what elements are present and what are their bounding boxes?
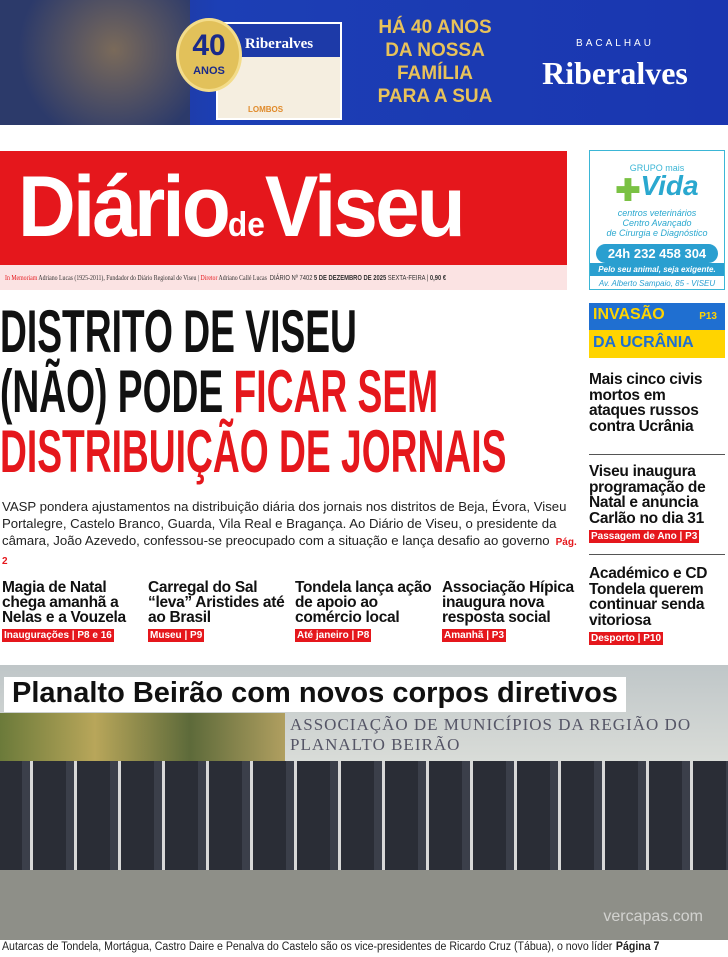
photo-wall-sign: ASSOCIAÇÃO DE MUNICÍPIOS DA REGIÃO DO PLANALTO BEIRÃO (290, 715, 692, 754)
slogan-line: HÁ 40 ANOS (378, 17, 492, 38)
ad-slogan: Pelo seu animal, seja exigente. (590, 263, 724, 276)
story-teaser[interactable] (148, 580, 293, 643)
story-title: Mais cinco civis mortos em ataques russos contra Ucrânia (589, 371, 703, 435)
photo-headline[interactable]: Planalto Beirão com novos corpos diretivos (4, 677, 626, 712)
ukraine-section-label (589, 303, 725, 358)
ad-sub: centros veterinários (617, 208, 697, 219)
story-teaser[interactable] (442, 580, 587, 643)
story-title: Viseu inaugura programação de Natal e anuncia Carlão no dia 31 (589, 463, 706, 527)
issue-number: DIÁRIO Nº 7402 (269, 273, 313, 282)
director-label: Diretor (200, 273, 218, 282)
badge-label: ANOS (193, 65, 225, 77)
headline-part: FICAR SEM (233, 358, 439, 425)
ad-brand-logo: Riberalves (542, 55, 688, 91)
caption-text: Autarcas de Tondela, Mortágua, Castro Daire e Penalva do Castelo são os vice-presidentes de Ricardo Cruz (Tábua), o novo líder (2, 941, 613, 953)
ad-phone-box (596, 244, 718, 263)
ad-slogan (360, 16, 510, 108)
story-tag: Museu | P9 (150, 630, 203, 641)
slogan-line: PARA A SUA (377, 86, 493, 107)
divider (589, 554, 725, 555)
ad-phone: 232 458 304 (633, 246, 707, 262)
ad-address: Av. Alberto Sampaio, 85 - VISEU (598, 279, 716, 289)
photo-ground (0, 870, 728, 940)
ad-brand-small: BACALHAU (576, 38, 654, 49)
story-teaser[interactable] (589, 566, 725, 646)
story-teaser[interactable] (2, 580, 147, 643)
title-part: Viseu (264, 159, 463, 255)
section-label: DA UCRÂNIA (589, 330, 725, 358)
divider (589, 454, 725, 455)
main-headline-line[interactable]: DISTRITO DE VISEU (0, 298, 357, 365)
headline-part: (NÃO) PODE (0, 358, 234, 425)
memoriam-label: In Memoriam (5, 273, 38, 282)
plus-cross-icon: ✚ (615, 174, 641, 208)
story-title: Académico e CD Tondela querem continuar senda vitoriosa (589, 565, 708, 629)
title-part: de (227, 206, 265, 244)
director: Adriano Callé Lucas (218, 273, 267, 282)
price: 0,90 € (429, 273, 447, 282)
page-ref: Página 7 (615, 941, 660, 953)
watermark: vercapas.com (603, 908, 703, 925)
issue-date: 5 DE DEZEMBRO DE 2025 (313, 273, 387, 282)
story-tag: Inaugurações | P8 e 16 (4, 630, 112, 641)
story-teaser[interactable] (295, 580, 440, 643)
story-title: Magia de Natal chega amanhã a Nelas e a Vouzela (2, 579, 126, 626)
story-title: Associação Hípica inaugura nova resposta social (442, 579, 574, 626)
memoriam: Adriano Lucas (1925-2011), Fundador do Diário Regional de Viseu | (38, 273, 200, 282)
newspaper-title (18, 158, 463, 257)
ad-line: de Cirurgia e Diagnóstico (606, 228, 708, 239)
slogan-line: DA NOSSA (385, 40, 485, 61)
main-lede (2, 498, 577, 570)
lede-text: VASP pondera ajustamentos na distribuição diária dos jornais nos distritos de Beja, Évora, Viseu Portalegre, Castelo Branco, Guarda, Vila Real e Bragança. Ao Diário de Viseu, o presidente da câmara, João Azevedo, confessou-se preocupado com a situação e lança desafio ao governo (2, 499, 567, 548)
story-title: Tondela lança ação de apoio ao comércio local (295, 579, 432, 626)
story-tag: Passagem de Ano | P3 (591, 531, 698, 542)
pack-brand: Riberalves (218, 24, 340, 57)
story-tag: Desporto | P10 (591, 633, 662, 644)
story-tag: Amanhã | P3 (444, 630, 505, 641)
story-title: Carregal do Sal “leva” Aristides até ao Brasil (148, 579, 285, 626)
ukraine-story[interactable] (589, 372, 725, 434)
page-ref: P13 (699, 311, 717, 322)
ad-line: Centro Avançado (622, 218, 692, 229)
vet-clinic-ad[interactable] (589, 150, 725, 290)
edition-info-line (5, 265, 446, 290)
edition-info-strip (0, 265, 567, 290)
story-teaser[interactable] (589, 464, 725, 544)
badge-number: 40 (192, 29, 226, 62)
story-tag: Até janeiro | P8 (297, 630, 370, 641)
ad-anniversary-badge (176, 18, 242, 92)
page-ref: Pág. 2 (2, 537, 577, 567)
title-part: Diário (18, 159, 228, 255)
ad-name: Vida (640, 170, 699, 201)
ad-family-photo (0, 0, 190, 125)
photo-caption (2, 941, 659, 953)
ad-group: GRUPO mais (629, 163, 685, 173)
pack-label: LOMBOS (248, 105, 284, 114)
weekday: SEXTA-FEIRA | (387, 273, 429, 282)
slogan-line: FAMÍLIA (397, 63, 473, 84)
section-label: INVASÃO (593, 306, 665, 323)
ad-hours: 24h (607, 246, 631, 262)
main-headline-line[interactable]: DISTRIBUIÇÃO DE JORNAIS (0, 418, 507, 485)
photo-crowd (0, 761, 728, 885)
main-headline-line[interactable] (0, 358, 439, 425)
